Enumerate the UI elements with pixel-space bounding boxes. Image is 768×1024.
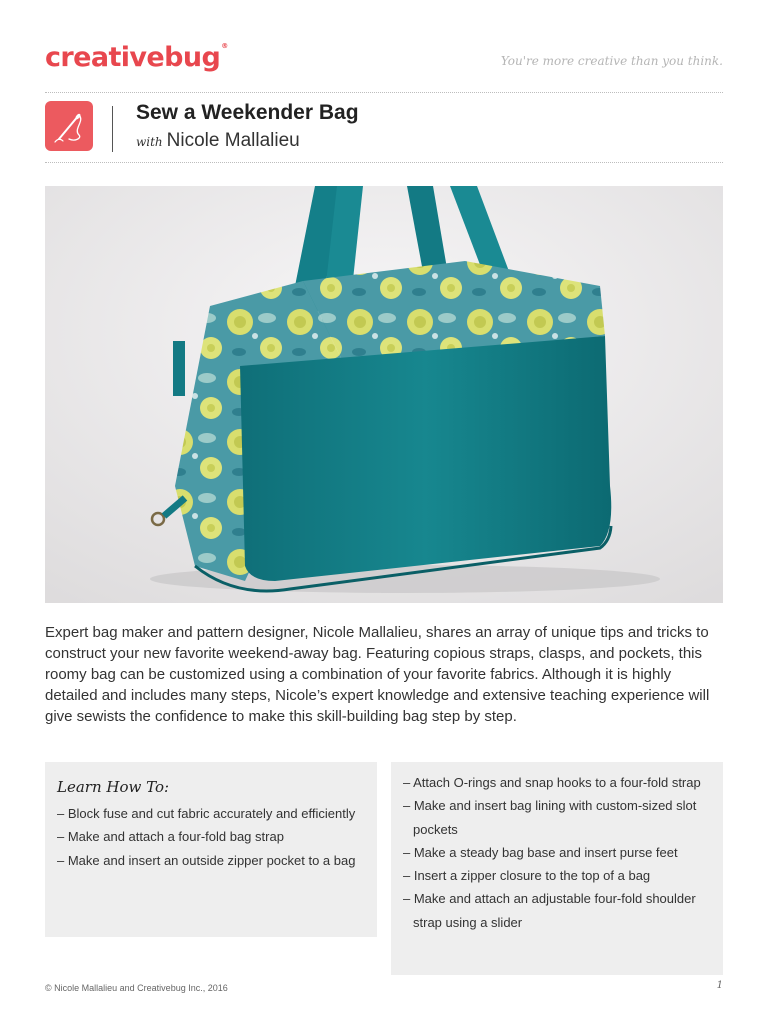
dotted-divider-top <box>45 92 723 93</box>
learn-how-to-panel-right <box>391 762 723 975</box>
copyright-footer: © Nicole Mallalieu and Creativebug Inc., 2016 <box>45 983 228 993</box>
skill-item: – Make and insert bag lining with custom-sized slot pockets <box>403 794 711 841</box>
needle-thread-icon <box>45 101 93 151</box>
instructor-name: Nicole Mallalieu <box>166 130 300 151</box>
dotted-divider-bottom <box>45 162 723 163</box>
with-label: with <box>136 135 163 149</box>
weekender-bag-photo <box>45 186 723 603</box>
intro-paragraph: Expert bag maker and pattern designer, Nicole Mallalieu, shares an array of unique tips and tricks to construct your new favorite weekend-away bag. Featuring copious straps, clasps, and pockets, this roomy bag can be customized using a combination of your favorite fabrics. Although it is highly detailed and includes many steps, Nicole’s expert knowledge and extensive teaching experience will give sewists the confidence to make this skill-building bag step by step. <box>45 624 710 725</box>
page-number: 1 <box>716 980 723 991</box>
skill-item: – Make and attach a four-fold bag strap <box>57 825 363 848</box>
skill-item: – Make and insert an outside zipper pocket to a bag <box>57 849 363 872</box>
tagline: You're more creative than you think. <box>500 54 723 68</box>
trademark-mark: ® <box>221 42 228 50</box>
skill-item: – Block fuse and cut fabric accurately and efficiently <box>57 802 363 825</box>
header-separator <box>112 106 113 152</box>
page-title: Sew a Weekender Bag <box>136 101 359 124</box>
skills-list-right <box>403 771 711 934</box>
skill-item: – Make and attach an adjustable four-fold shoulder strap using a slider <box>403 887 711 934</box>
skill-item: – Attach O-rings and snap hooks to a four-fold strap <box>403 771 711 794</box>
learn-how-to-heading: Learn How To: <box>57 778 170 796</box>
skills-list-left <box>57 802 363 872</box>
learn-how-to-panel-left <box>45 762 377 937</box>
brand-name: creativebug <box>45 42 221 73</box>
skill-item: – Insert a zipper closure to the top of a bag <box>403 864 711 887</box>
creativebug-logo[interactable] <box>45 42 228 73</box>
skill-item: – Make a steady bag base and insert purse feet <box>403 841 711 864</box>
instructor-byline <box>136 130 300 152</box>
